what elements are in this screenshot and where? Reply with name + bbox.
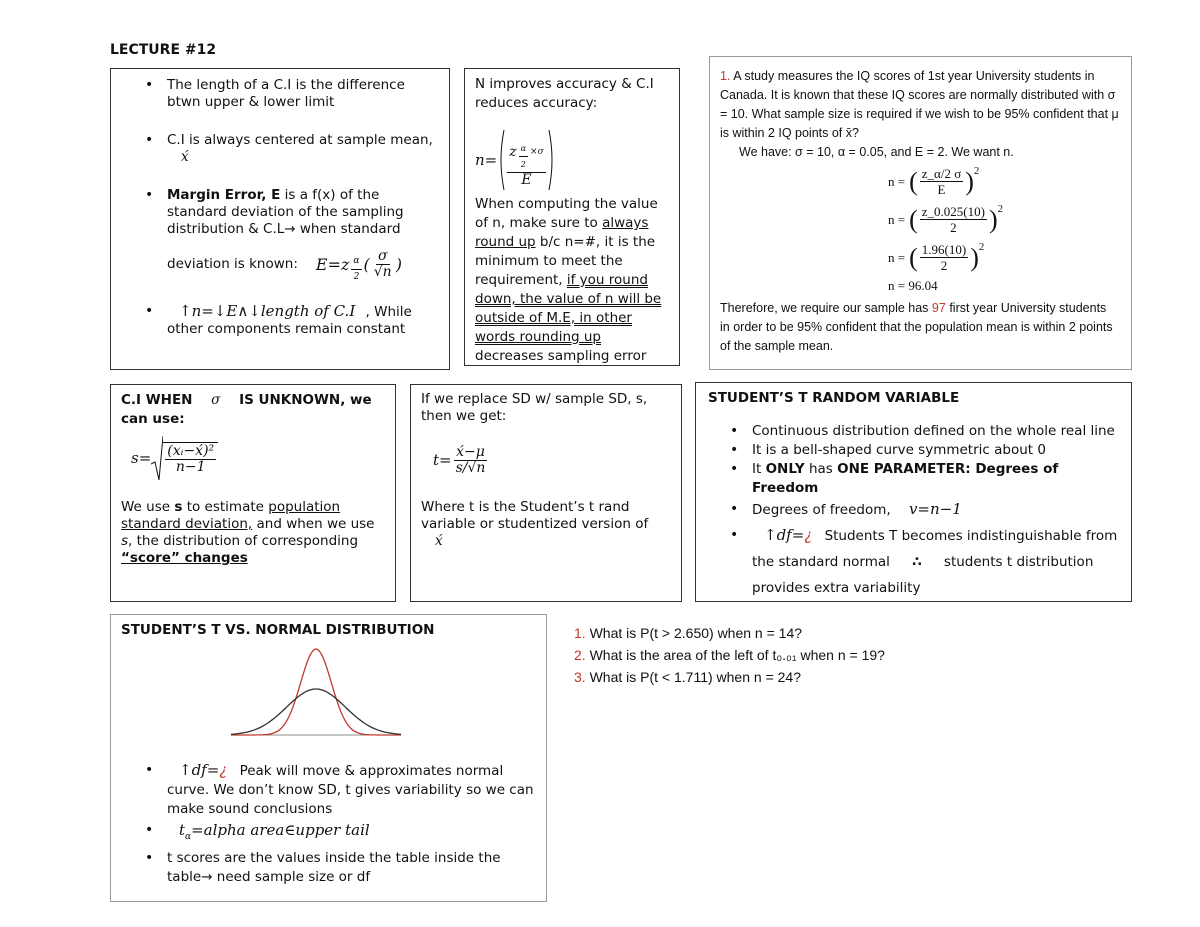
sample-sd-note: We use s to estimate population standard deviation, and when we use s, the distribution of corresponding “score” changes — [121, 499, 375, 566]
t-statistic-note: Where t is the Student’s t rand variable or studentized version of x́ — [421, 499, 649, 549]
t-vs-normal-chart — [231, 643, 401, 743]
bullet-ci-centered: • C.I is always centered at sample mean, x́ — [145, 132, 439, 166]
iq-example-box — [709, 56, 1132, 370]
sigma-unknown-box — [110, 384, 396, 602]
question-item: 1. What is P(t > 2.650) when n = 14? — [574, 625, 803, 641]
student-t-title: STUDENT’S T RANDOM VARIABLE — [708, 390, 960, 406]
bullet-n-relationship: • ↑n=↓E∧↓length of C.I , While other components remain constant — [145, 303, 439, 338]
bullet-df-peak: • ↑df=¿ Peak will move & approximates normal curve. We don’t know SD, t gives variability so we can make sound conclusions — [145, 761, 545, 819]
bullet-ci-length: • The length of a C.I is the difference btwn upper & lower limit — [145, 77, 439, 111]
left-paren-icon — [497, 129, 505, 191]
normal-curve — [231, 649, 401, 735]
bullet-degrees-freedom: • Degrees of freedom, v=n−1 — [730, 500, 1121, 520]
sample-size-intro: N improves accuracy & C.I reduces accuracy: — [475, 76, 654, 111]
right-paren-icon — [548, 129, 556, 191]
lecture-title: LECTURE #12 — [110, 42, 217, 58]
bullet-t-alpha: • $t_\alpha=alpha$ area∈upper tail — [145, 821, 545, 847]
t-statistic-formula: t= $\frac{x́-\mu}{s/√n}$ — [433, 443, 486, 476]
iq-eq2: n = ( $\frac{z\_0.025(10)}{2}$ ) $^2$ — [888, 203, 1004, 235]
sample-sd-formula: s= $\frac{\text{(xᵢ−x́)²}}{n-1}$ — [131, 429, 385, 487]
iq-eq1: n = ( $\frac{z\_\alpha/2 \sigma}{E}$ ) $^2$ — [888, 165, 980, 197]
bullet-one-parameter: • It ONLY has ONE PARAMETER: Degrees of Freedom — [730, 460, 1121, 498]
t-vs-normal-box — [110, 614, 547, 902]
sigma-unknown-title: C.I WHEN σ IS UNKNOWN, we can use: — [121, 392, 372, 427]
t-curve — [231, 689, 401, 734]
iq-conclusion: Therefore, we require our sample has 97 first year University students in order to be 95% confident that the population mean is within 2 points of the sample mean. — [720, 301, 1113, 353]
t-vs-normal-title: STUDENT’S T VS. NORMAL DISTRIBUTION — [121, 622, 435, 638]
iq-question: 1. A study measures the IQ scores of 1st year University students in Canada. It is known that these IQ scores are normally distributed with σ = 10. What sample size is required if we wish to be 95% confident that μ is within 2 IQ points of x̄? — [720, 69, 1119, 140]
sample-size-formula: n= z $\frac{\alpha}{2}$ ×σ E — [475, 127, 671, 193]
iq-result: n = 96.04 — [888, 278, 938, 293]
sqrt-icon — [151, 434, 163, 482]
student-t-box — [695, 382, 1132, 602]
margin-error-formula: E=z $\frac{\alpha}{2}$ ( $\frac{\sigma}{√n}$ ) — [315, 248, 402, 282]
bullet-continuous: • Continuous distribution defined on the whole real line — [730, 422, 1121, 441]
question-item: 3. What is P(t < 1.711) when n = 24? — [574, 669, 801, 685]
round-up-note: When computing the value of n, make sure to always round up b/c n=#, it is the minimum to meet the requirement, if you round down, the value of n will be outside of M.E, in other words rounding up decreases sampling error — [475, 196, 662, 364]
practice-questions — [574, 622, 885, 688]
t-statistic-box — [410, 384, 682, 602]
ci-length-box — [110, 68, 450, 370]
iq-given: We have: σ = 10, α = 0.05, and E = 2. We want n. — [739, 145, 1014, 159]
sample-size-box — [464, 68, 680, 366]
bullet-bell-shaped: • It is a bell-shaped curve symmetric about 0 — [730, 441, 1121, 460]
bullet-df-increase: • ↑df=¿ Students T becomes indistinguishable from the standard normal ∴ students t distribution provides extra variability — [730, 522, 1121, 601]
t-statistic-intro: If we replace SD w/ sample SD, s, then we get: — [421, 391, 648, 424]
bullet-margin-error: • Margin Error, E is a f(x) of the standard deviation of the sampling distribution & C.L→ when standard deviation is known: E=z $\frac{\alpha}{2}$ ( $\frac{\sigma}{√n}$ ) — [145, 187, 439, 285]
iq-eq3: n = ( $\frac{1.96(10)}{2}$ ) $^2$ — [888, 241, 985, 273]
question-item: 2. What is the area of the left of t₀.₀₁ when n = 19? — [574, 647, 885, 663]
bullet-t-scores: • t scores are the values inside the table inside the table→ need sample size or df — [145, 849, 545, 887]
